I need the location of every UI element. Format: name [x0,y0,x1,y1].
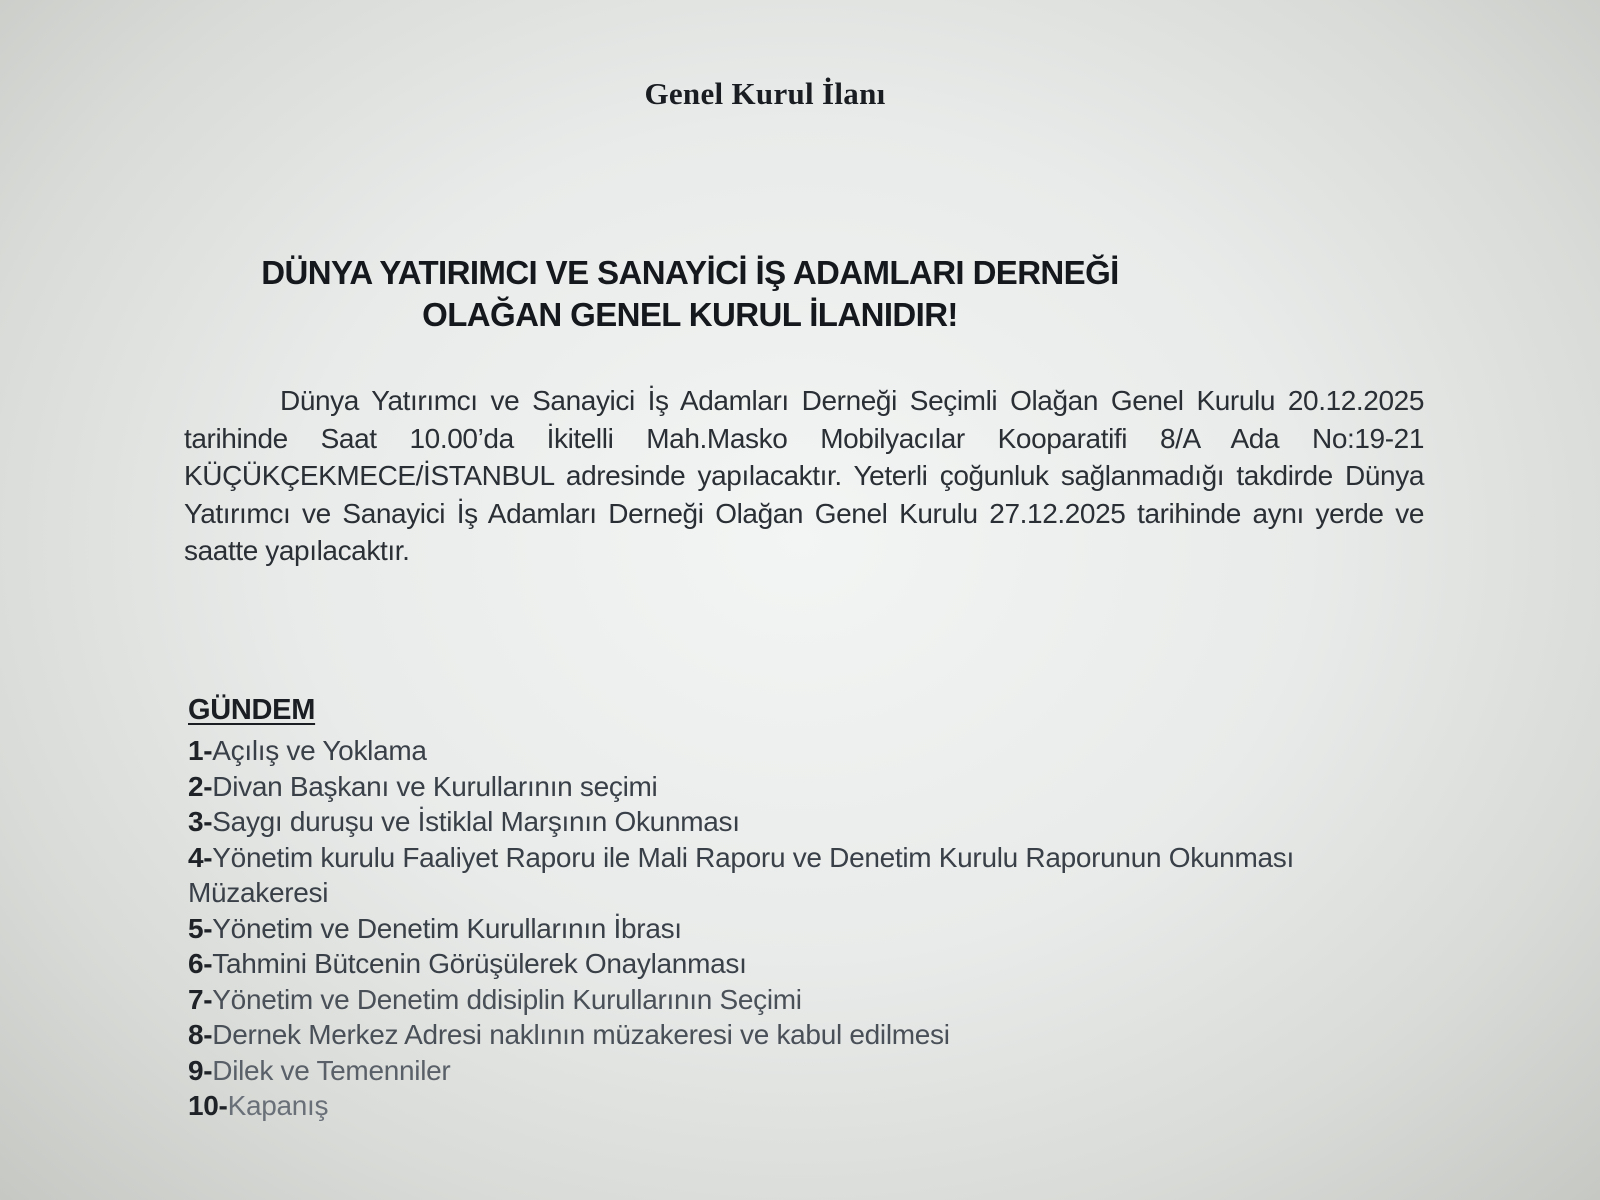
main-heading-line-2: OLAĞAN GENEL KURUL İLANIDIR! [422,296,958,333]
agenda-item [188,1017,1348,1053]
agenda-item-text: Açılış ve Yoklama [212,735,427,766]
agenda-item-number: 6- [188,948,213,979]
agenda-item [188,946,1348,982]
agenda-item-text: Yönetim ve Denetim Kurullarının İbrası [212,912,682,944]
header-title: Genel Kurul İlanı [644,76,886,111]
agenda-item-text: Yönetim kurulu Faaliyet Raporu ile Mali Raporu ve Denetim Kurulu Raporunun Okunması Müzakeresi [188,841,1294,908]
agenda-item-number: 5- [188,912,213,944]
agenda-item [188,804,1348,840]
agenda-item [188,840,1348,911]
agenda-item [188,733,1348,769]
agenda-item [188,982,1348,1018]
agenda-item-text: Dilek ve Temenniler [212,1054,451,1086]
agenda-item [188,1088,1348,1124]
agenda-item-number: 9- [188,1054,213,1086]
agenda-item-number: 7- [188,983,213,1015]
agenda-item [188,911,1348,947]
intro-paragraph: Dünya Yatırımcı ve Sanayici İş Adamları Derneği Seçimli Olağan Genel Kurulu 20.12.2025 tarihinde Saat 10.00’da İkitelli Mah.Masko Mobilyacılar Kooparatifi 8/A Ada No:19-21 KÜÇÜKÇEKMECE/İSTANBUL adresinde yapılacaktır. Yeterli çoğunluk sağlanmadığı takdirde Dünya Yatırımcı ve Sanayici İş Adamları Derneği Olağan Genel Kurulu 27.12.2025 tarihinde aynı yerde ve saatte yapılacaktır. [184,385,1424,566]
agenda-item-number: 2- [188,770,213,802]
agenda-item-text: Saygı duruşu ve İstiklal Marşının Okunması [212,806,740,837]
agenda-item [188,769,1348,805]
agenda-item-number: 4- [188,841,213,873]
agenda-item-number: 10- [188,1090,228,1121]
agenda-item-number: 1- [188,735,213,766]
main-heading [0,252,1380,336]
agenda-item-text: Yönetim ve Denetim ddisiplin Kurullarının Seçimi [212,983,802,1015]
agenda-item-text: Tahmini Bütcenin Görüşülerek Onaylanması [212,948,747,979]
agenda-list [188,733,1348,1124]
agenda-item [188,1053,1348,1089]
agenda-item-number: 3- [188,806,213,837]
agenda-heading: GÜNDEM [188,694,316,726]
agenda-item-text: Divan Başkanı ve Kurullarının seçimi [212,770,658,802]
agenda-item-text: Dernek Merkez Adresi naklının müzakeresi ve kabul edilmesi [212,1019,950,1050]
agenda-item-text: Kapanış [227,1090,329,1121]
agenda-item-number: 8- [188,1019,213,1050]
main-heading-line-1: DÜNYA YATIRIMCI VE SANAYİCİ İŞ ADAMLARI DERNEĞİ [261,254,1119,291]
